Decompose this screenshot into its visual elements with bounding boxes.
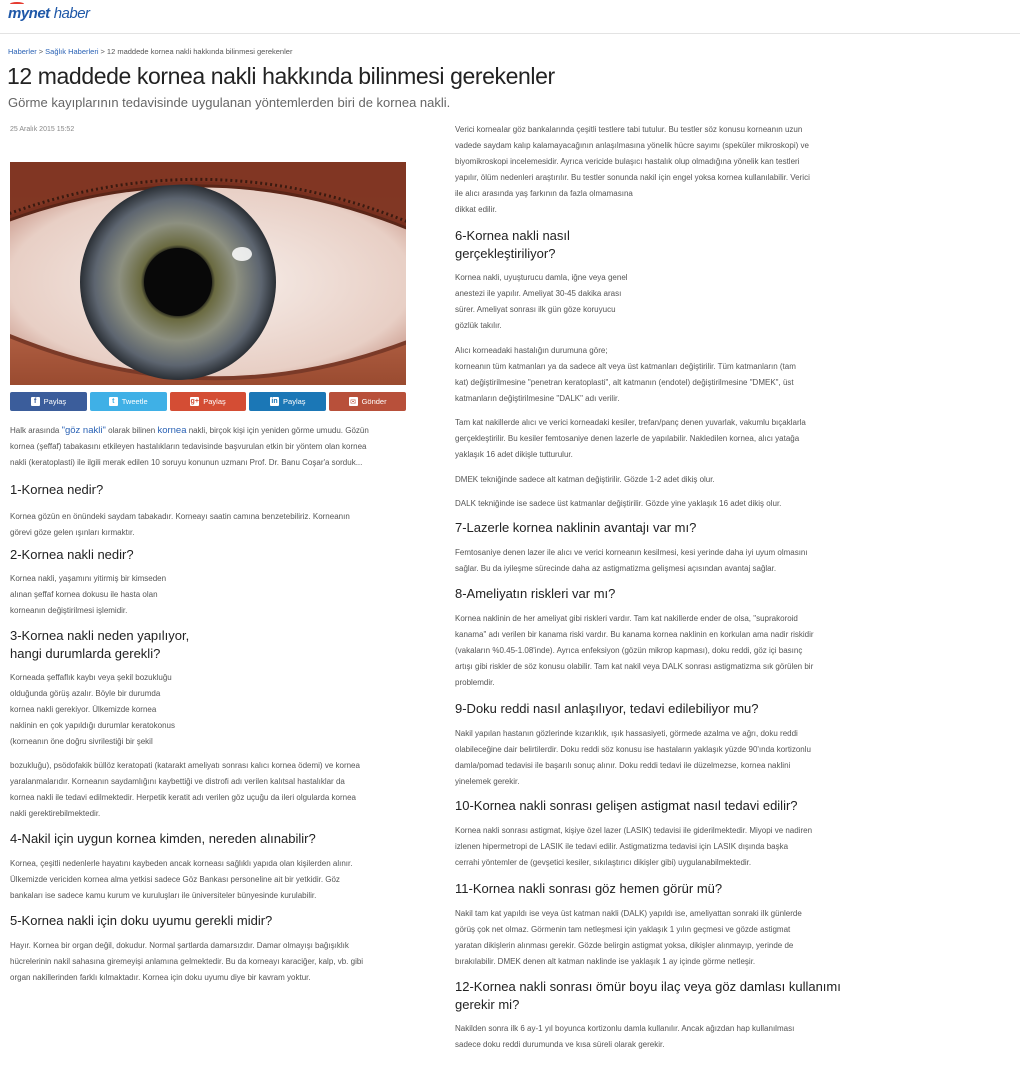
paragraph-line: sağlar. Bu da iyileşme sürecinde daha az astigmatizma gelişmesi açısından avantaj sağlar.	[455, 564, 777, 573]
paragraph-line: yaratan dikişlerin alınması gerekir. Gözde belirgin astigmat yoksa, dikişler alınmayıp, yerinde de	[455, 941, 794, 950]
paragraph-line: ile alıcı arasında yaş farkının da fazla olmamasına	[455, 189, 633, 198]
facebook-icon: f	[31, 397, 40, 406]
link-kornea[interactable]: kornea	[157, 425, 187, 436]
paragraph-line: Kornea, çeşitli nedenlerle hayatını kaybeden ancak korneası sağlıklı yapıda olan kişilerden alınır.	[10, 859, 353, 868]
share-facebook-button[interactable]	[10, 392, 87, 411]
paragraph-line: DALK tekniğinde ise sadece üst katmanlar değiştirilir. Gözde yine yaklaşık 16 adet dikiş olur.	[455, 499, 782, 508]
paragraph-line: yaklaşık 16 adet dikişle tutturulur.	[455, 450, 573, 459]
paragraph-line: bırakılabilir. DMEK denen alt katman naklinde ise yaklaşık 1 ay içinde görme netleşir.	[455, 957, 756, 966]
share-label: Paylaş	[283, 397, 306, 406]
breadcrumb-separator: >	[38, 47, 44, 56]
paragraph-line: kanama" adı verilen bir kanama riski vardır. Bu kanama kornea naklinin en korkulan ama nadir riskidir	[455, 630, 814, 639]
paragraph-line: Nakilden sonra ilk 6 ay-1 yıl boyunca kortizonlu damla kullanılır. Ancak ağızdan hap kullanılması	[455, 1024, 795, 1033]
section-heading: 9-Doku reddi nasıl anlaşılıyor, tedavi edilebiliyor mu?	[455, 701, 759, 716]
paragraph-line: anestezi ile yapılır. Ameliyat 30-45 dakika arası	[455, 289, 622, 298]
paragraph-line: görevi göze gelen ışınları kırmaktır.	[10, 528, 135, 537]
paragraph-line: vadede saydam kalıp kalamayacağının anlaşılmasına yönelik hücre sayımı (speküler mikroskopi) ve	[455, 141, 809, 150]
paragraph-line: gerçekleştirilir. Bu kesiler femtosaniye denen lazerle de yapılabilir. Nakledilen kornea, alıcı yatağa	[455, 434, 800, 443]
section-heading: 12-Kornea nakli sonrası ömür boyu ilaç veya göz damlası kullanımı	[455, 979, 841, 994]
section-heading: 6-Kornea nakli nasıl	[455, 228, 570, 243]
paragraph-line: görüş çok net olmaz. Görmenin tam netleşmesi için yaklaşık 1 yılın geçmesi ve gözde astigmat	[455, 925, 791, 934]
article-title: 12 maddede kornea nakli hakkında bilinmesi gerekenler	[7, 63, 555, 89]
share-label: Paylaş	[43, 397, 67, 406]
paragraph-line: yapılır, ölüm nedenleri araştırılır. Bu testler sonunda nakil için engel yoksa kornea kullanılabilir. Verici	[455, 173, 810, 182]
paragraph-line: sürer. Ameliyat sonrası ilk gün göze koruyucu	[455, 305, 616, 314]
hero-eye-image	[10, 162, 406, 385]
section-heading: 5-Kornea nakli için doku uyumu gerekli midir?	[10, 913, 273, 928]
share-google-plus-button[interactable]	[170, 392, 247, 411]
paragraph-line: Tam kat nakillerde alıcı ve verici korneadaki kesiler, trefan/panç denen yuvarlak, vakumlu bıçaklarla	[455, 418, 806, 427]
paragraph-line: yaralanmalarıdır. Korneanın saydamlığını kaybettiği ve distrofi adı verilen kalıtsal hastalıklar da	[10, 777, 345, 786]
section-heading: 8-Ameliyatın riskleri var mı?	[455, 586, 616, 601]
paragraph-line: (korneanın öne doğru sivrilestiği bir şekil	[10, 737, 153, 746]
paragraph-line: Kornea nakli, yaşamını yitirmiş bir kimseden	[10, 574, 167, 583]
paragraph-line: alınan şeffaf kornea dokusu ile hasta olan	[10, 590, 158, 599]
section-heading: 4-Nakil için uygun kornea kimden, nereden alınabilir?	[10, 831, 316, 846]
mail-icon: ✉	[350, 398, 356, 406]
paragraph-line: korneanın tüm katmanları ya da sadece alt veya üst katmanları değiştirilir. Tüm katmanların (tam	[455, 362, 796, 371]
paragraph-line: damla/pomad tedavisi ile başarılı sonuç alınır. Doku reddi tedavi ile düzelmezse, kornea naklini	[455, 761, 791, 770]
intro-text: olarak bilinen	[105, 426, 158, 435]
section-heading: hangi durumlarda gerekli?	[10, 646, 161, 661]
paragraph-line: bankaları ise sadece kamu kurum ve kuruluşları ile üniversiteler bünyesinde kurulabilir.	[10, 891, 317, 900]
paragraph-line: Alıcı korneadaki hastalığın durumuna göre;	[455, 346, 608, 355]
logo-text-haber: haber	[53, 5, 90, 22]
article-subtitle: Görme kayıplarının tedavisinde uygulanan yöntemlerden biri de kornea nakli.	[8, 95, 451, 110]
linkedin-icon: in	[271, 398, 278, 405]
paragraph-line: olduğunda görüş azalır. Böyle bir durumda	[10, 689, 161, 698]
article-date: 25 Aralık 2015 15:52	[10, 126, 75, 133]
paragraph-line: sadece doku reddi durumunda ve kısa süreli olarak gerekir.	[455, 1040, 665, 1049]
paragraph-line: izlenen hipermetropi de LASIK ile tedavi edilir. Astigmatizma tedavisi için LASIK dışında başka	[455, 842, 789, 851]
paragraph-line: Kornea gözün en önündeki saydam tabakadır. Korneayı saatin camına benzetebiliriz. Korneanın	[10, 512, 350, 521]
breadcrumb-link-saglik[interactable]: Sağlık Haberleri	[45, 47, 99, 56]
logo-text-mynet: mynet	[8, 5, 50, 22]
paragraph-line: Nakil tam kat yapıldı ise veya üst katman nakli (DALK) yapıldı ise, ameliyattan sonraki ilk günlerde	[455, 909, 802, 918]
section-heading: gerçekleştiriliyor?	[455, 246, 556, 261]
paragraph-line: naklinin en çok yapıldığı durumlar keratokonus	[10, 721, 175, 730]
share-linkedin-button[interactable]	[249, 392, 326, 411]
paragraph-line: yinelemek gerekir.	[455, 777, 520, 786]
section-heading: 1-Kornea nedir?	[10, 482, 104, 497]
paragraph-line: Korneada şeffaflık kaybı veya şekil bozukluğu	[10, 673, 172, 682]
google-plus-icon: g+	[190, 398, 199, 405]
share-mail-button[interactable]	[329, 392, 406, 411]
paragraph-line: Verici korneaIar göz bankalarında çeşitli testlere tabi tutulur. Bu testler söz konusu korneanın uzun	[455, 125, 803, 134]
top-bar	[0, 0, 1020, 34]
breadcrumb-link-haberler[interactable]: Haberler	[8, 47, 37, 56]
paragraph-line: (vakaların %0.45-1.08'inde). Ayrıca enfeksiyon (gözün mikrop kapması), doku reddi, göz içi basınç	[455, 646, 803, 655]
site-logo[interactable]	[8, 5, 90, 22]
paragraph-line: katmanların değiştirilmesine "DALK" adı verilir.	[455, 394, 620, 403]
paragraph-line: Ülkemizde vericiden kornea alma yetkisi sadece Göz Bankası personeline ait bir yetkidir. Göz	[10, 875, 340, 884]
intro-paragraph-line	[10, 423, 369, 439]
paragraph-line: DMEK tekniğinde sadece alt katman değiştirilir. Gözde 1-2 adet dikiş olur.	[455, 475, 715, 484]
paragraph-line: kornea nakli gerekiyor. Ülkemizde kornea	[10, 705, 157, 714]
paragraph-line: Kornea nakli sonrası astigmat, kişiye özel lazer (LASIK) tedavisi ile giderilmektedir. Miyopi ve nadiren	[455, 826, 813, 835]
share-label: Gönder	[361, 397, 387, 406]
paragraph-line: hücrelerinin nakil sahasına giremeyişi anlamına gelmektedir. Bu da korneayı karaciğer, kalp, vb. gibi	[10, 957, 364, 966]
share-label: Tweetle	[121, 397, 148, 406]
paragraph-line: dikkat edilir.	[455, 205, 497, 214]
paragraph-line: gözlük takılır.	[455, 321, 502, 330]
share-bar	[10, 392, 406, 411]
paragraph-line: cerrahi yöntemler de (gevşetici kesiler, sıkılaştırıcı dikişler gibi) uygulanabilmektedir.	[455, 858, 752, 867]
paragraph-line: problemdir.	[455, 678, 495, 687]
paragraph-line: bozukluğu), psödofakik büllöz keratopati (katarakt ameliyatı sonrası kalıcı kornea ödemi) ve kornea	[10, 761, 360, 770]
breadcrumb-current: 12 maddede kornea nakli hakkında bilinmesi gerekenler	[106, 47, 293, 56]
section-heading: 3-Kornea nakli neden yapılıyor,	[10, 628, 190, 643]
paragraph-line: biyomikroskopi incelemesidir. Ayrıca vericide bulaşıcı hastalık olup olmadığına yönelik kan testleri	[455, 157, 800, 166]
paragraph-line: Nakil yapılan hastanın gözlerinde kızarıklık, ışık hassasiyeti, görmede azalma ve ağrı, doku reddi	[455, 729, 798, 738]
intro-paragraph-line: nakli (keratoplasti) ile ilgili merak edilen 10 soruyu konunun uzmanı Prof. Dr. Banu Coşar'a sorduk...	[10, 458, 363, 467]
breadcrumb-separator: >	[100, 47, 105, 56]
paragraph-line: korneanın değiştirilmesi işlemidir.	[10, 606, 128, 615]
paragraph-line: Hayır. Kornea bir organ değil, dokudur. Normal şartlarda damarsızdır. Damar olmayışı bağışıklık	[10, 941, 349, 950]
twitter-icon: t	[109, 397, 118, 406]
section-heading: 2-Kornea nakli nedir?	[10, 547, 134, 562]
paragraph-line: kat) değiştirilmesine "penetran keratoplasti", alt katmanın (endotel) değiştirilmesine "DMEK", üst	[455, 378, 794, 387]
logo-swoosh-icon	[10, 2, 24, 6]
paragraph-line: Kornea nakli, uyuşturucu damla, iğne veya genel	[455, 273, 628, 282]
section-heading: 11-Kornea nakli sonrası göz hemen görür mü?	[455, 881, 723, 896]
section-heading: 7-Lazerle kornea naklinin avantajı var mı?	[455, 520, 697, 535]
paragraph-line: Kornea naklinin de her ameliyat gibi riskleri vardır. Tam kat nakillerde ender de olsa, "suprakoroid	[455, 614, 798, 623]
breadcrumb	[8, 47, 292, 56]
paragraph-line: organ nakillerinden farklı kılmaktadır. Kornea için doku uyumu diye bir kavram yoktur.	[10, 973, 311, 982]
paragraph-line: artışı gibi riskler de söz konusu olabilir. Tam kat nakil veya DALK sonrası astigmatizma sık görülen bir	[455, 662, 814, 671]
section-heading: gerekir mi?	[455, 997, 520, 1012]
paragraph-line: kornea nakli ile tedavi edilmektedir. Herpetik keratit adı verilen göz uçuğu da ileri olgularda kornea	[10, 793, 356, 802]
share-label: Paylaş	[203, 397, 226, 406]
section-heading: 10-Kornea nakli sonrası gelişen astigmat nasıl tedavi edilir?	[455, 798, 798, 813]
paragraph-line: nakli gerektirebilmektedir.	[10, 809, 101, 818]
intro-text: nakli, birçok kişi için yeniden görme umudu. Gözün	[186, 426, 369, 435]
intro-text: Halk arasında	[10, 426, 62, 435]
paragraph-line: olabileceğine dair belirtilerdir. Doku reddi söz konusu ise hastaların yaklaşık yüzde 90'ında kortizonlu	[455, 745, 811, 754]
share-twitter-button[interactable]	[90, 392, 167, 411]
paragraph-line: Femtosaniye denen lazer ile alıcı ve verici korneanın kesilmesi, kesi yerinde daha iyi uyum olmasını	[455, 548, 808, 557]
link-goz-nakli[interactable]: "göz nakli"	[61, 425, 106, 436]
intro-paragraph-line: kornea (şeffaf) tabakasını etkileyen hastalıkların tedavisinde başvurulan etkin bir yöntem olan kornea	[10, 442, 367, 451]
